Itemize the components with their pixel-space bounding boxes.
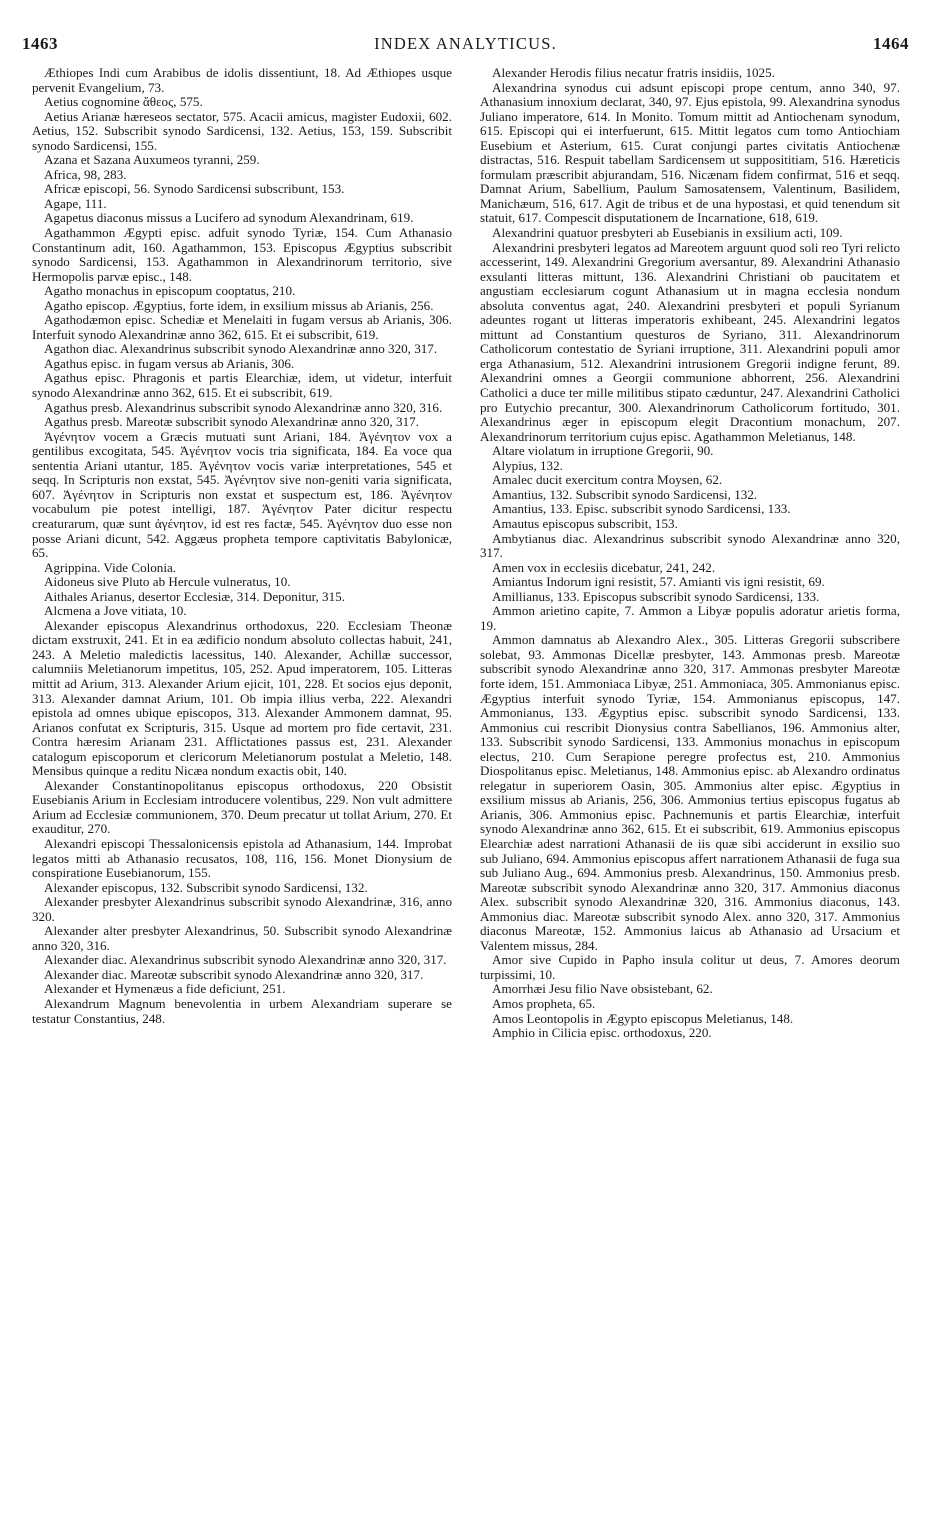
index-entry: Alexandrini quatuor presbyteri ab Eusebianis in exsilium acti, 109. xyxy=(492,225,843,241)
index-entry: Agathodæmon episc. Schediæ et Menelaiti in fugam versus ab Arianis, 306. Interfuit synodo Alexandrinæ anno 362, 615. Et ei subscribit, 619. xyxy=(32,312,452,342)
index-entry: Alexandrina synodus cui adsunt episcopi prope centum, anno 340, 97. Athanasium innoxium declarat, 340, 97. Ejus epistola, 99. Alexandrina synodus Juliano imperatore, 614. In Monito. Tomum mittit ad Antiochenam synodum, 615. Episcopi qui ei interfuerunt, 615. Mittit legatos cum tomo Antiochiam Eusebium et Asterium, 615. Curat conjungi partes civitatis Antiochenæ distractas, 516. Respuit tabellam Sardicensem ut supposititiam, 516. Hæreticis formulam præscribit abjurandam, 516. Nicænam fidem confirmat, 516 et seqq. Damnat Arium, Sabellium, Paulum Samosatensem, Valentinum, Basilidem, Manichæum, 516, 617. Agit de tribus et de una hypostasi, et quid tenendum sit statuit, 617. Compescit disputationem de Incarnatione, 618, 619. xyxy=(480,79,900,226)
index-entry: Amiantus Indorum igni resistit, 57. Amianti vis igni resistit, 69. xyxy=(492,574,825,590)
index-entry: Aithales Arianus, desertor Ecclesiæ, 314. Deponitur, 315. xyxy=(44,588,345,604)
index-entry: Alypius, 132. xyxy=(492,457,563,473)
index-entry: Alexander et Hymenæus a fide deficiunt, 251. xyxy=(44,981,286,997)
index-entry: Agathus presb. Mareotæ subscribit synodo Alexandrinæ anno 320, 317. xyxy=(44,414,419,430)
index-entry: Amillianus, 133. Episcopus subscribit synodo Sardicensi, 133. xyxy=(492,588,820,604)
index-entry: Amor sive Cupido in Papho insula colitur ut deus, 7. Amores deorum turpissimi, 10. xyxy=(480,952,900,982)
index-entry: Alexander diac. Alexandrinus subscribit synodo Alexandrinæ anno 320, 317. xyxy=(44,952,447,968)
index-entry: Amos propheta, 65. xyxy=(492,996,596,1011)
index-entry: Alexander episcopus, 132. Subscribit synodo Sardicensi, 132. xyxy=(44,879,368,895)
index-entry: Agathammon Ægypti episc. adfuit synodo Tyriæ, 154. Cum Athanasio Constantinum adit, 160. Agathammon, 153. Episcopus Ægyptius subscribit synodo Sardicensi, 153. Agathammon in Alexandrinorum territorio, sive Hermopolis parvæ episc., 148. xyxy=(32,225,452,284)
index-entry: Ἀγένητον vocem a Græcis mutuati sunt Ariani, 184. Ἀγένητον vox a gentilibus excogitata, 545. Ἀγένητον vocis tria significata, 184. Ea voce qua sententia Ariani utantur, 185. Ἀγένητον vocis variæ interpretationes, 545 et seqq. In Scripturis non exstat, 545. Ἀγένητον sive non-geniti varia significata, 607. Ἀγένητον in Scripturis non exstat et suspectum est, 186. Ἀγένητον vocabulum pie potest intelligi, 187. Ἀγένητον Pater dicitur respectu creaturarum, quæ sunt ἀγένητον, id est res factæ, 545. Ἀγένητον duo esse non posse Ariani dicunt, 542. Aggæus propheta tempore captivitatis Babylonicæ, 65. xyxy=(32,428,452,561)
page-title: INDEX ANALYTICUS. xyxy=(374,34,557,53)
index-entry: Agape, 111. xyxy=(44,195,107,211)
index-entry: Alexander Constantinopolitanus episcopus orthodoxus, 220 Obsistit Eusebianis Arium in Ecclesiam introducere volentibus, 229. Non vult admittere Arium ad Ecclesiæ communionem, 370. Deum precatur ut tollat Arium, 270. Et exauditur, 270. xyxy=(32,777,452,837)
index-entry: Alexandrum Magnum benevolentia in urbem Alexandriam superare se testatur Constantius, 248. xyxy=(32,996,452,1026)
right-page-number: 1464 xyxy=(872,34,909,53)
index-entry: Aidoneus sive Pluto ab Hercule vulneratus, 10. xyxy=(44,574,291,590)
index-entry: Agathus episc. Phragonis et partis Elearchiæ, idem, ut videtur, interfuit synodo Alexandrinæ anno 362, 615. Et ei subscribit, 619. xyxy=(32,370,452,401)
index-entry: Alcmena a Jove vitiata, 10. xyxy=(44,603,187,619)
index-entry: Agathus episc. in fugam versus ab Arianis, 306. xyxy=(44,355,295,371)
page-header xyxy=(22,34,909,56)
left-page-number: 1463 xyxy=(22,34,58,53)
index-entry: Agrippina. Vide Colonia. xyxy=(44,559,177,575)
index-entry: Amantius, 133. Episc. subscribit synodo Sardicensi, 133. xyxy=(492,501,791,517)
left-column xyxy=(32,66,452,1026)
index-entry: Alexander episcopus Alexandrinus orthodoxus, 220. Ecclesiam Theonæ dictam exstruxit, 241. Et in ea ædificio nondum absoluto collectas habuit, 241, 243. A Meletio maledictis lacessitus, 140. Alexander, Achillæ successor, calumniis Meletianorum impetitus, 105, 252. Apud imperatorem, 105. Litteras mittit ad Arium, 313. Alexander Arium ejicit, 101, 228. Et socios ejus deponit, 313. Alexander damnat Arium, 101. Ob impia illius verba, 222. Alexandri epistola ad omnes ubique episcopos, 313. Alexander Ammonem damnat, 95. Arianos confutat ex Scripturis, 315. Usque ad mortem pro fide certavit, 231. Contra hæresim Arianam 231. Afflictationes passus est, 231. Alexander catalogum episcoporum et clericorum Meletianorum postulat a Meletio, 148. Mensibus quinque a reditu Nicæa nondum exactis obit, 140. xyxy=(32,617,452,779)
index-entry: Azana et Sazana Auxumeos tyranni, 259. xyxy=(44,152,260,168)
index-entry: Alexandrini presbyteri legatos ad Mareotem arguunt quod soli reo Tyri relicto accesserint, 149. Alexandrini Gregorium aversantur, 89. Alexandrini Athanasio exsulanti litteras mittunt, 136. Alexandrini Christiani ob paucitatem et angustiam ecclesiarum cogunt Athanasium ut in magna ecclesia nondum absoluta conventus agat, 240. Alexandrini presbyteri et populi Syrianum adeuntes rogant ut litteras imperatoris exhibeant, 245. Alexandrini legatos mittunt ad Constantium questuros de Syriano, 311. Alexandrinorum Catholicorum contestatio de Syriani irruptione, 311. Alexandrini populi amor erga Athanasium, 512. Alexandrini intrusionem Gregorii indigne ferunt, 89. Alexandrini omnes a Georgii communione abhorrent, 256. Alexandrini Catholici a duce ter mille militibus stipato cæduntur, 247. Alexandrini Catholici pro Eutychio precantur, 300. Alexandrinorum Catholicorum fortitudo, 301. Alexandrinus æger in episcopum elegit Dracontium monachum, 207. Alexandrinorum territorium cujus episc. Agathammon Meletianus, 148. xyxy=(480,239,900,444)
right-column xyxy=(480,66,900,1041)
index-entry: Amorrhæi Jesu filio Nave obsistebant, 62. xyxy=(492,981,713,997)
index-entry: Ambytianus diac. Alexandrinus subscribit synodo Alexandrinæ anno 320, 317. xyxy=(480,530,900,561)
index-entry: Aetius Arianæ hæreseos sectator, 575. Acacii amicus, magister Eudoxii, 602. Aetius, 152. Subscribit synodo Sardicensi, 132. Aetius, 153, 159. Subscribit synodo Sardicensi, 155. xyxy=(32,108,452,153)
index-entry: Africa, 98, 283. xyxy=(44,166,127,182)
index-entry: Amos Leontopolis in Ægypto episcopus Meletianus, 148. xyxy=(492,1010,794,1026)
index-entry: Ammon damnatus ab Alexandro Alex., 305. Litteras Gregorii subscribere solebat, 93. Ammonas Dicellæ presbyter, 143. Ammonas presb. Mareotæ subscribit synodo Alexandrinæ anno 320, 317. Ammonas presbyter Mareotæ forte idem, 151. Ammoniaca Libyæ, 251. Ammoniaca, 305. Ammonianus episc. Ægyptius interfuit synodo Tyriæ, 154. Ammonianus episcopus, 147. Ammonianus, 133. Ægyptius episc. subscribit synodo Sardicensi, 133. Ammonius cui rescribit Dionysius contra Sabellianos, 196. Ammonius alter, 133. Subscribit synodo Sardicensi, 133. Ammonius monachus in episcopum electus, 210. Cum Serapione peregre profectus est, 210. Ammonius Diospolitanus episc. Meletianus, 148. Ammonius episc. ab Alexandro ordinatus relegatur in superiorem Oasin, 305. Ammonius alter episc. Ægyptius in exsilium missus ab Arianis, 256, 306. Ammonius tertius episcopus fugatus ab Arianis, 306. Ammonius episc. Pachnemunis et partis Elearchiæ, interfuit synodo Alexandrinæ anno 362, 615. Et ei subscribit, 619. Ammonius episcopus Elearchiæ adest narrationi Athanasii de iis quæ sibi acciderunt in exsilio suo sub Juliano, 694. Ammonius episcopus affert narrationem Athanasii de fuga sua sub Juliano Aug., 694. Ammonius presb. Alexandrinus, 150. Ammonius presb. Mareotæ subscribit synodo Alexandrinæ anno 320, 317. Ammonius diaconus Alex. subscribit synodo Alexandrinæ 320, 316. Ammonius diaconus, 143. Ammonius diac. Mareotæ subscribit synodo Alex. anno 320, 317. Ammonius diaconus Mareotæ, 152. Ammonius laicus ab Athanasio ad Ursacium et Valentem missus, 284. xyxy=(480,632,900,953)
index-entry: Amantius, 132. Subscribit synodo Sardicensi, 132. xyxy=(492,486,758,502)
index-entry: Amen vox in ecclesiis dicebatur, 241, 242. xyxy=(492,559,716,575)
index-entry: Altare violatum in irruptione Gregorii, 90. xyxy=(492,443,714,459)
index-entry: Aetius cognomine ἄθεος, 575. xyxy=(44,94,203,110)
index-entry: Africæ episcopi, 56. Synodo Sardicensi subscribunt, 153. xyxy=(44,181,345,197)
index-entry: Agapetus diaconus missus a Lucifero ad synodum Alexandrinam, 619. xyxy=(44,210,414,226)
index-entry: Agathus presb. Alexandrinus subscribit synodo Alexandrinæ anno 320, 316. xyxy=(44,399,443,415)
index-entry: Alexandri episcopi Thessalonicensis epistola ad Athanasium, 144. Improbat legatos mitti ab Athanasio recusatos, 108, 116, 156. Monet Dionysium de conspiratione Eusebianorum, 155. xyxy=(32,835,452,881)
index-entry: Æthiopes Indi cum Arabibus de idolis dissentiunt, 18. Ad Æthiopes usque pervenit Evangelium, 73. xyxy=(32,65,452,95)
index-entry: Amalec ducit exercitum contra Moysen, 62. xyxy=(492,472,723,488)
index-entry: Alexander alter presbyter Alexandrinus, 50. Subscribit synodo Alexandrinæ anno 320, 316. xyxy=(32,923,452,953)
index-entry: Ammon arietino capite, 7. Ammon a Libyæ populis adoratur arietis forma, 19. xyxy=(480,603,900,633)
index-entry: Agatho monachus in episcopum cooptatus, 210. xyxy=(44,283,296,299)
index-entry: Amphio in Cilicia episc. orthodoxus, 220. xyxy=(492,1025,712,1041)
index-entry: Amautus episcopus subscribit, 153. xyxy=(492,515,678,531)
index-entry: Agatho episcop. Ægyptius, forte idem, in exsilium missus ab Arianis, 256. xyxy=(44,297,434,313)
index-entry: Agathon diac. Alexandrinus subscribit synodo Alexandrinæ anno 320, 317. xyxy=(44,341,438,357)
index-entry: Alexander diac. Mareotæ subscribit synodo Alexandrinæ anno 320, 317. xyxy=(44,966,424,982)
index-entry: Alexander Herodis filius necatur fratris insidiis, 1025. xyxy=(492,65,775,80)
index-entry: Alexander presbyter Alexandrinus subscribit synodo Alexandrinæ, 316, anno 320. xyxy=(32,894,452,924)
